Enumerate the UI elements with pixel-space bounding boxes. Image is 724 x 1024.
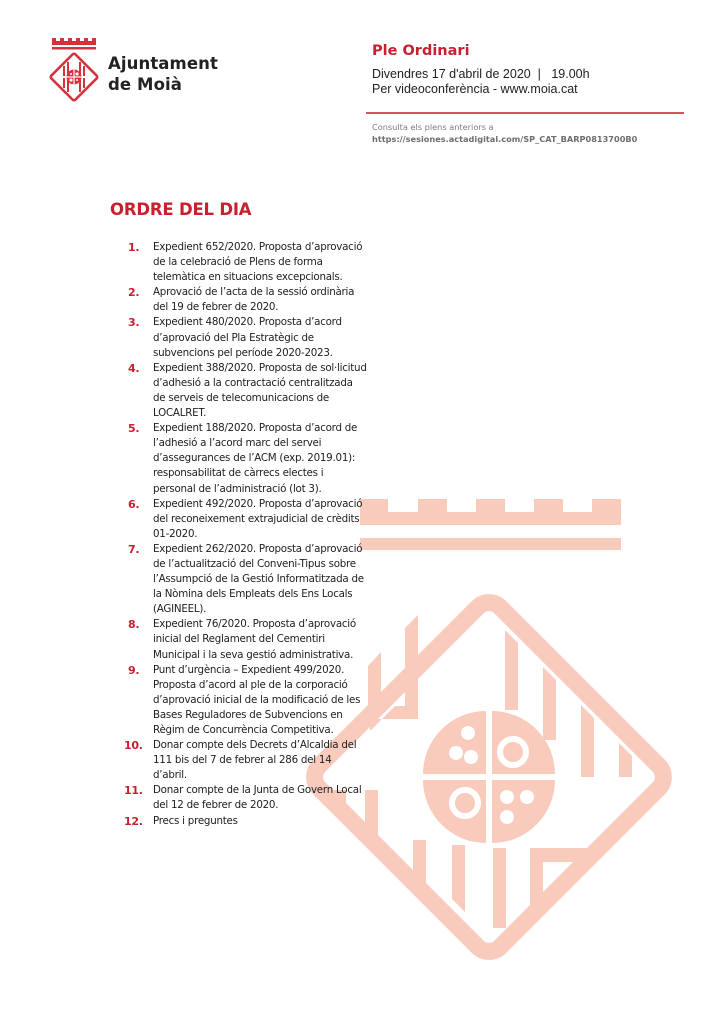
agenda-item-number: 7. [128,542,140,556]
agenda-item-number: 5. [128,422,140,436]
agenda-item [128,315,368,360]
agenda-item-text: Expedient 388/2020. Proposta de sol·licitud d’adhesió a la contractació centralitzada de serveis de telecomunicacions de LOCALRET. [153,361,367,420]
agenda-item [128,542,368,617]
agenda-item-text: Expedient 652/2020. Proposta d’aprovació de la celebració de Plens de forma telemàtica en situacions excepcionals. [153,241,363,284]
agenda-item-text: Donar compte de la Junta de Govern Local del 12 de febrer de 2020. [153,784,362,812]
agenda-item [128,497,368,542]
agenda-item [128,663,368,738]
agenda-item-number: 1. [128,241,140,254]
agenda-item [128,617,368,662]
agenda-item [128,240,368,285]
organization-name-line2: de Moià [108,75,182,94]
agenda-item-text: Expedient 480/2020. Proposta d’acord d’aprovació del Pla Estratègic de subvencions pel període 2020-2023. [153,316,342,359]
agenda-item-number: 9. [128,663,140,677]
agenda-item-text: Expedient 262/2020. Proposta d’aprovació de l’actualització del Conveni-Tipus sobre l’Assumpció de la Gestió Informatitzada de la Nòmina dels Empleats dels Ens Locals (AGINEEL). [153,542,364,616]
agenda-item-text: Expedient 76/2020. Proposta d’aprovació inicial del Reglament del Cementiri Municipal i la seva gestió administrativa. [153,618,356,661]
agenda-item-text: Punt d’urgència – Expedient 499/2020. Proposta d’acord al ple de la corporació d’aprovació inicial de la modificació de les Bases Reguladores de Subvencions en Règim de Concurrència Competitiva. [153,663,361,736]
crown-bar [360,538,621,550]
organization-name [108,53,218,95]
archive-label: Consulta els plens anteriors a [372,122,494,132]
agenda-item-text: Donar compte dels Decrets d’Alcaldia del 111 bis del 7 de febrer al 286 del 14 d’abril. [153,739,357,782]
agenda-item-number: 4. [128,361,140,375]
meeting-title: Ple Ordinari [372,43,470,59]
meeting-location: Per videoconferència - www.moia.cat [372,82,578,96]
agenda-item [128,421,368,496]
meeting-date-time: Divendres 17 d'abril de 2020 | 19.00h [372,67,590,81]
agenda-item [128,285,368,315]
organization-name-line1: Ajuntament [108,54,218,73]
agenda-item [124,738,368,783]
archive-link[interactable]: https://sesiones.actadigital.com/SP_CAT_BARP0813700B0 [372,133,638,144]
archive-note [372,122,690,145]
header-divider [366,112,684,114]
crown-battlements [360,499,621,525]
agenda-item-number: 12. [124,814,143,828]
agenda-list [124,240,368,829]
agenda-item-number: 3. [128,316,140,330]
central-medallion [423,711,555,843]
agenda-item [124,814,368,829]
meeting-header [372,42,690,145]
ajuntament-logo [46,36,102,102]
agenda-item-number: 6. [128,497,140,511]
agenda-item-text: Aprovació de l’acta de la sessió ordinària del 19 de febrer de 2020. [153,286,355,314]
agenda-item-number: 11. [124,784,143,798]
agenda-item-text: Precs i preguntes [153,814,238,827]
agenda-item-number: 8. [128,618,140,632]
agenda-title: ORDRE DEL DIA [110,200,252,219]
agenda-item-number: 10. [124,739,143,753]
agenda-item-text: Expedient 188/2020. Proposta d’acord de l’adhesió a l’acord marc del servei d’assegurances de l’ACM (exp. 2019.01): responsabilitat de càrrecs electes i personal de l’administració (lot 3). [153,422,358,495]
agenda-item [124,783,368,813]
agenda-item-text: Expedient 492/2020. Proposta d’aprovació del reconeixement extrajudicial de crèdits 01-2020. [153,497,363,540]
agenda-item [128,361,368,421]
agenda-item-number: 2. [128,286,140,300]
